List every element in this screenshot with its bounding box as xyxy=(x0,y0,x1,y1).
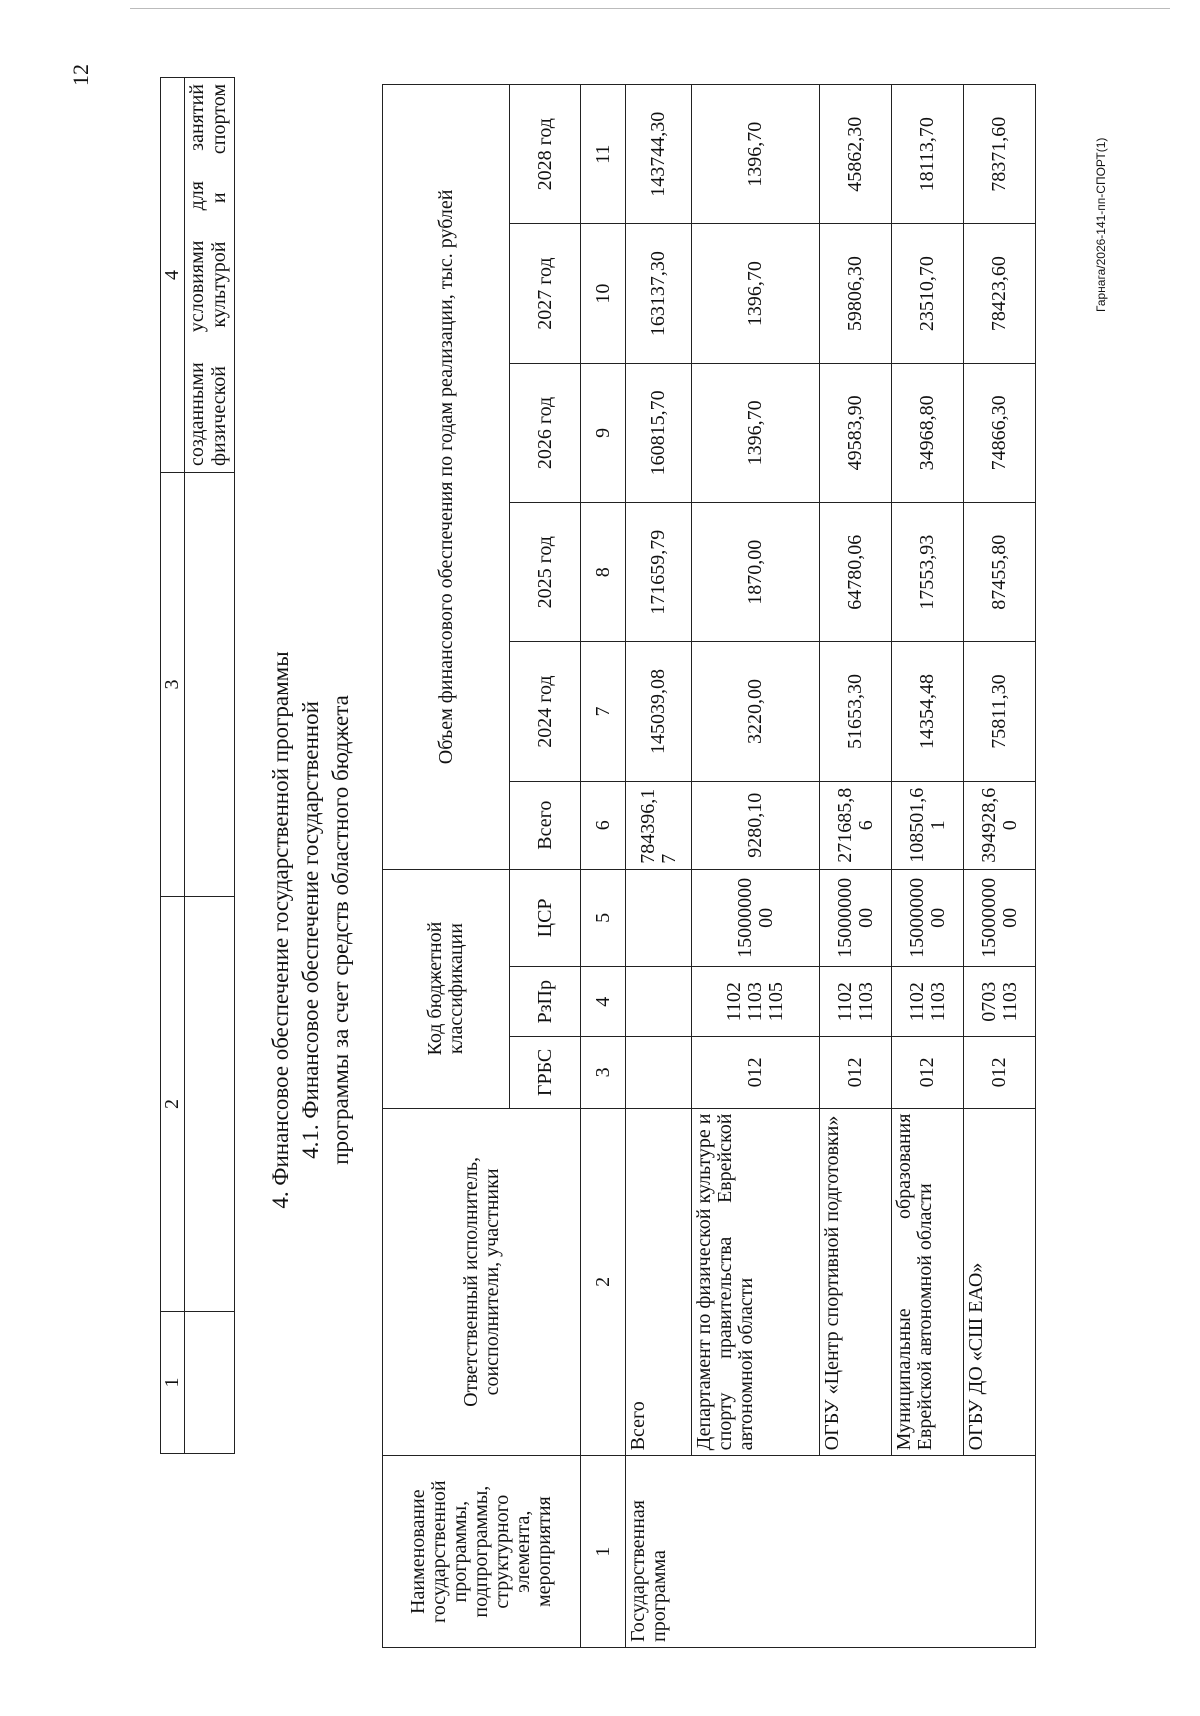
year-2027-cell: 59806,30 xyxy=(820,224,892,363)
header-year-2027: 2027 год xyxy=(510,224,581,363)
column-number: 8 xyxy=(581,503,626,642)
header-total: Всего xyxy=(510,781,581,869)
header-volume: Объем финансового обеспечения по годам реализации, тыс. рублей xyxy=(383,85,510,870)
year-2027-cell: 78423,60 xyxy=(964,224,1036,363)
finance-table xyxy=(382,84,1036,1648)
rzpr-cell: 1102 1103 xyxy=(820,967,892,1037)
rzpr-cell: 1102 1103 xyxy=(892,967,964,1037)
header-csr: ЦСР xyxy=(510,869,581,966)
rzpr-cell: 0703 1103 xyxy=(964,967,1036,1037)
total-cell: 784396,17 xyxy=(626,781,692,869)
year-2025-cell: 64780,06 xyxy=(820,503,892,642)
column-number: 11 xyxy=(581,85,626,224)
executor-cell: Департамент по физической культуре и спорту правительства Еврейской автономной области xyxy=(692,1108,820,1456)
csr-cell xyxy=(626,869,692,966)
csr-cell: 1500000000 xyxy=(964,869,1036,966)
executor-cell: Муниципальные образования Еврейской автономной области xyxy=(892,1108,964,1456)
column-number: 7 xyxy=(581,642,626,781)
grbs-cell: 012 xyxy=(964,1037,1036,1108)
year-2026-cell: 34968,80 xyxy=(892,363,964,502)
empty-cell xyxy=(185,897,235,1312)
header-year-2026: 2026 год xyxy=(510,363,581,502)
program-name-cell: Государственная программа xyxy=(626,1456,1036,1648)
grbs-cell: 012 xyxy=(692,1037,820,1108)
header-grbs: ГРБС xyxy=(510,1037,581,1108)
year-2027-cell: 163137,30 xyxy=(626,224,692,363)
table-row xyxy=(820,85,892,1648)
column-number: 3 xyxy=(581,1037,626,1108)
rzpr-cell: 1102 1103 1105 xyxy=(692,967,820,1037)
csr-cell: 1500000000 xyxy=(820,869,892,966)
year-2024-cell: 51653,30 xyxy=(820,642,892,781)
year-2028-cell: 1396,70 xyxy=(692,85,820,224)
subsection-title: 4.1. Финансовое обеспечение государственной программы за счет средств областного бюджета xyxy=(298,695,353,1165)
year-2025-cell: 1870,00 xyxy=(692,503,820,642)
year-2024-cell: 75811,30 xyxy=(964,642,1036,781)
header-cell: 2 xyxy=(161,897,185,1312)
header-cell: 1 xyxy=(161,1312,185,1454)
year-2028-cell: 45862,30 xyxy=(820,85,892,224)
column-number: 10 xyxy=(581,224,626,363)
executor-cell: Всего xyxy=(626,1108,692,1456)
header-year-2028: 2028 год xyxy=(510,85,581,224)
table-row xyxy=(626,85,692,1648)
year-2027-cell: 1396,70 xyxy=(692,224,820,363)
year-2025-cell: 17553,93 xyxy=(892,503,964,642)
header-cell: 4 xyxy=(161,78,185,473)
column-number: 9 xyxy=(581,363,626,502)
table-row xyxy=(892,85,964,1648)
year-2026-cell: 49583,90 xyxy=(820,363,892,502)
year-2026-cell: 1396,70 xyxy=(692,363,820,502)
section-heading-block xyxy=(266,650,361,1210)
finance-table-frame xyxy=(382,84,1036,1648)
empty-cell xyxy=(185,473,235,897)
total-cell: 271685,86 xyxy=(820,781,892,869)
header-year-2025: 2025 год xyxy=(510,503,581,642)
grbs-cell: 012 xyxy=(892,1037,964,1108)
header-cell: 3 xyxy=(161,473,185,897)
executor-cell: ОГБУ ДО «СШ ЕАО» xyxy=(964,1108,1036,1456)
csr-cell: 1500000000 xyxy=(692,869,820,966)
continuation-table-frame xyxy=(160,78,235,1454)
grbs-cell xyxy=(626,1037,692,1108)
header-budget-code: Код бюджетной классификации xyxy=(383,869,510,1108)
year-2025-cell: 87455,80 xyxy=(964,503,1036,642)
total-cell: 9280,10 xyxy=(692,781,820,869)
header-program-name: Наименование государственной программы, подпрограммы, структурного элемента, мероприятия xyxy=(383,1456,581,1648)
header-year-2024: 2024 год xyxy=(510,642,581,781)
column-number: 6 xyxy=(581,781,626,869)
year-2024-cell: 145039,08 xyxy=(626,642,692,781)
scan-edge-line xyxy=(130,8,1170,9)
total-cell: 108501,61 xyxy=(892,781,964,869)
section-title: 4. Финансовое обеспечение государственной программы xyxy=(268,651,293,1209)
column-number: 5 xyxy=(581,869,626,966)
year-2028-cell: 18113,70 xyxy=(892,85,964,224)
column-number: 1 xyxy=(581,1456,626,1648)
year-2024-cell: 14354,48 xyxy=(892,642,964,781)
year-2026-cell: 160815,70 xyxy=(626,363,692,502)
year-2028-cell: 143744,30 xyxy=(626,85,692,224)
table-cell: созданными условиями для занятий физической культурой и спортом xyxy=(185,78,235,473)
header-rzpr: РзПр xyxy=(510,967,581,1037)
empty-cell xyxy=(185,1312,235,1454)
page-number: 12 xyxy=(68,64,93,86)
year-2026-cell: 74866,30 xyxy=(964,363,1036,502)
total-cell: 394928,60 xyxy=(964,781,1036,869)
column-number: 4 xyxy=(581,967,626,1037)
column-number: 2 xyxy=(581,1108,626,1456)
year-2027-cell: 23510,70 xyxy=(892,224,964,363)
executor-cell: ОГБУ «Центр спортивной подготовки» xyxy=(820,1108,892,1456)
header-executor: Ответственный исполнитель, соисполнители, участники xyxy=(383,1108,581,1456)
table-row xyxy=(692,85,820,1648)
document-code: Гарнага/2026-141-пп-СПОРТ(1) xyxy=(1094,137,1108,312)
table-row xyxy=(964,85,1036,1648)
csr-cell: 1500000000 xyxy=(892,869,964,966)
year-2025-cell: 171659,79 xyxy=(626,503,692,642)
rzpr-cell xyxy=(626,967,692,1037)
year-2028-cell: 78371,60 xyxy=(964,85,1036,224)
grbs-cell: 012 xyxy=(820,1037,892,1108)
continuation-table xyxy=(160,77,235,1454)
year-2024-cell: 3220,00 xyxy=(692,642,820,781)
